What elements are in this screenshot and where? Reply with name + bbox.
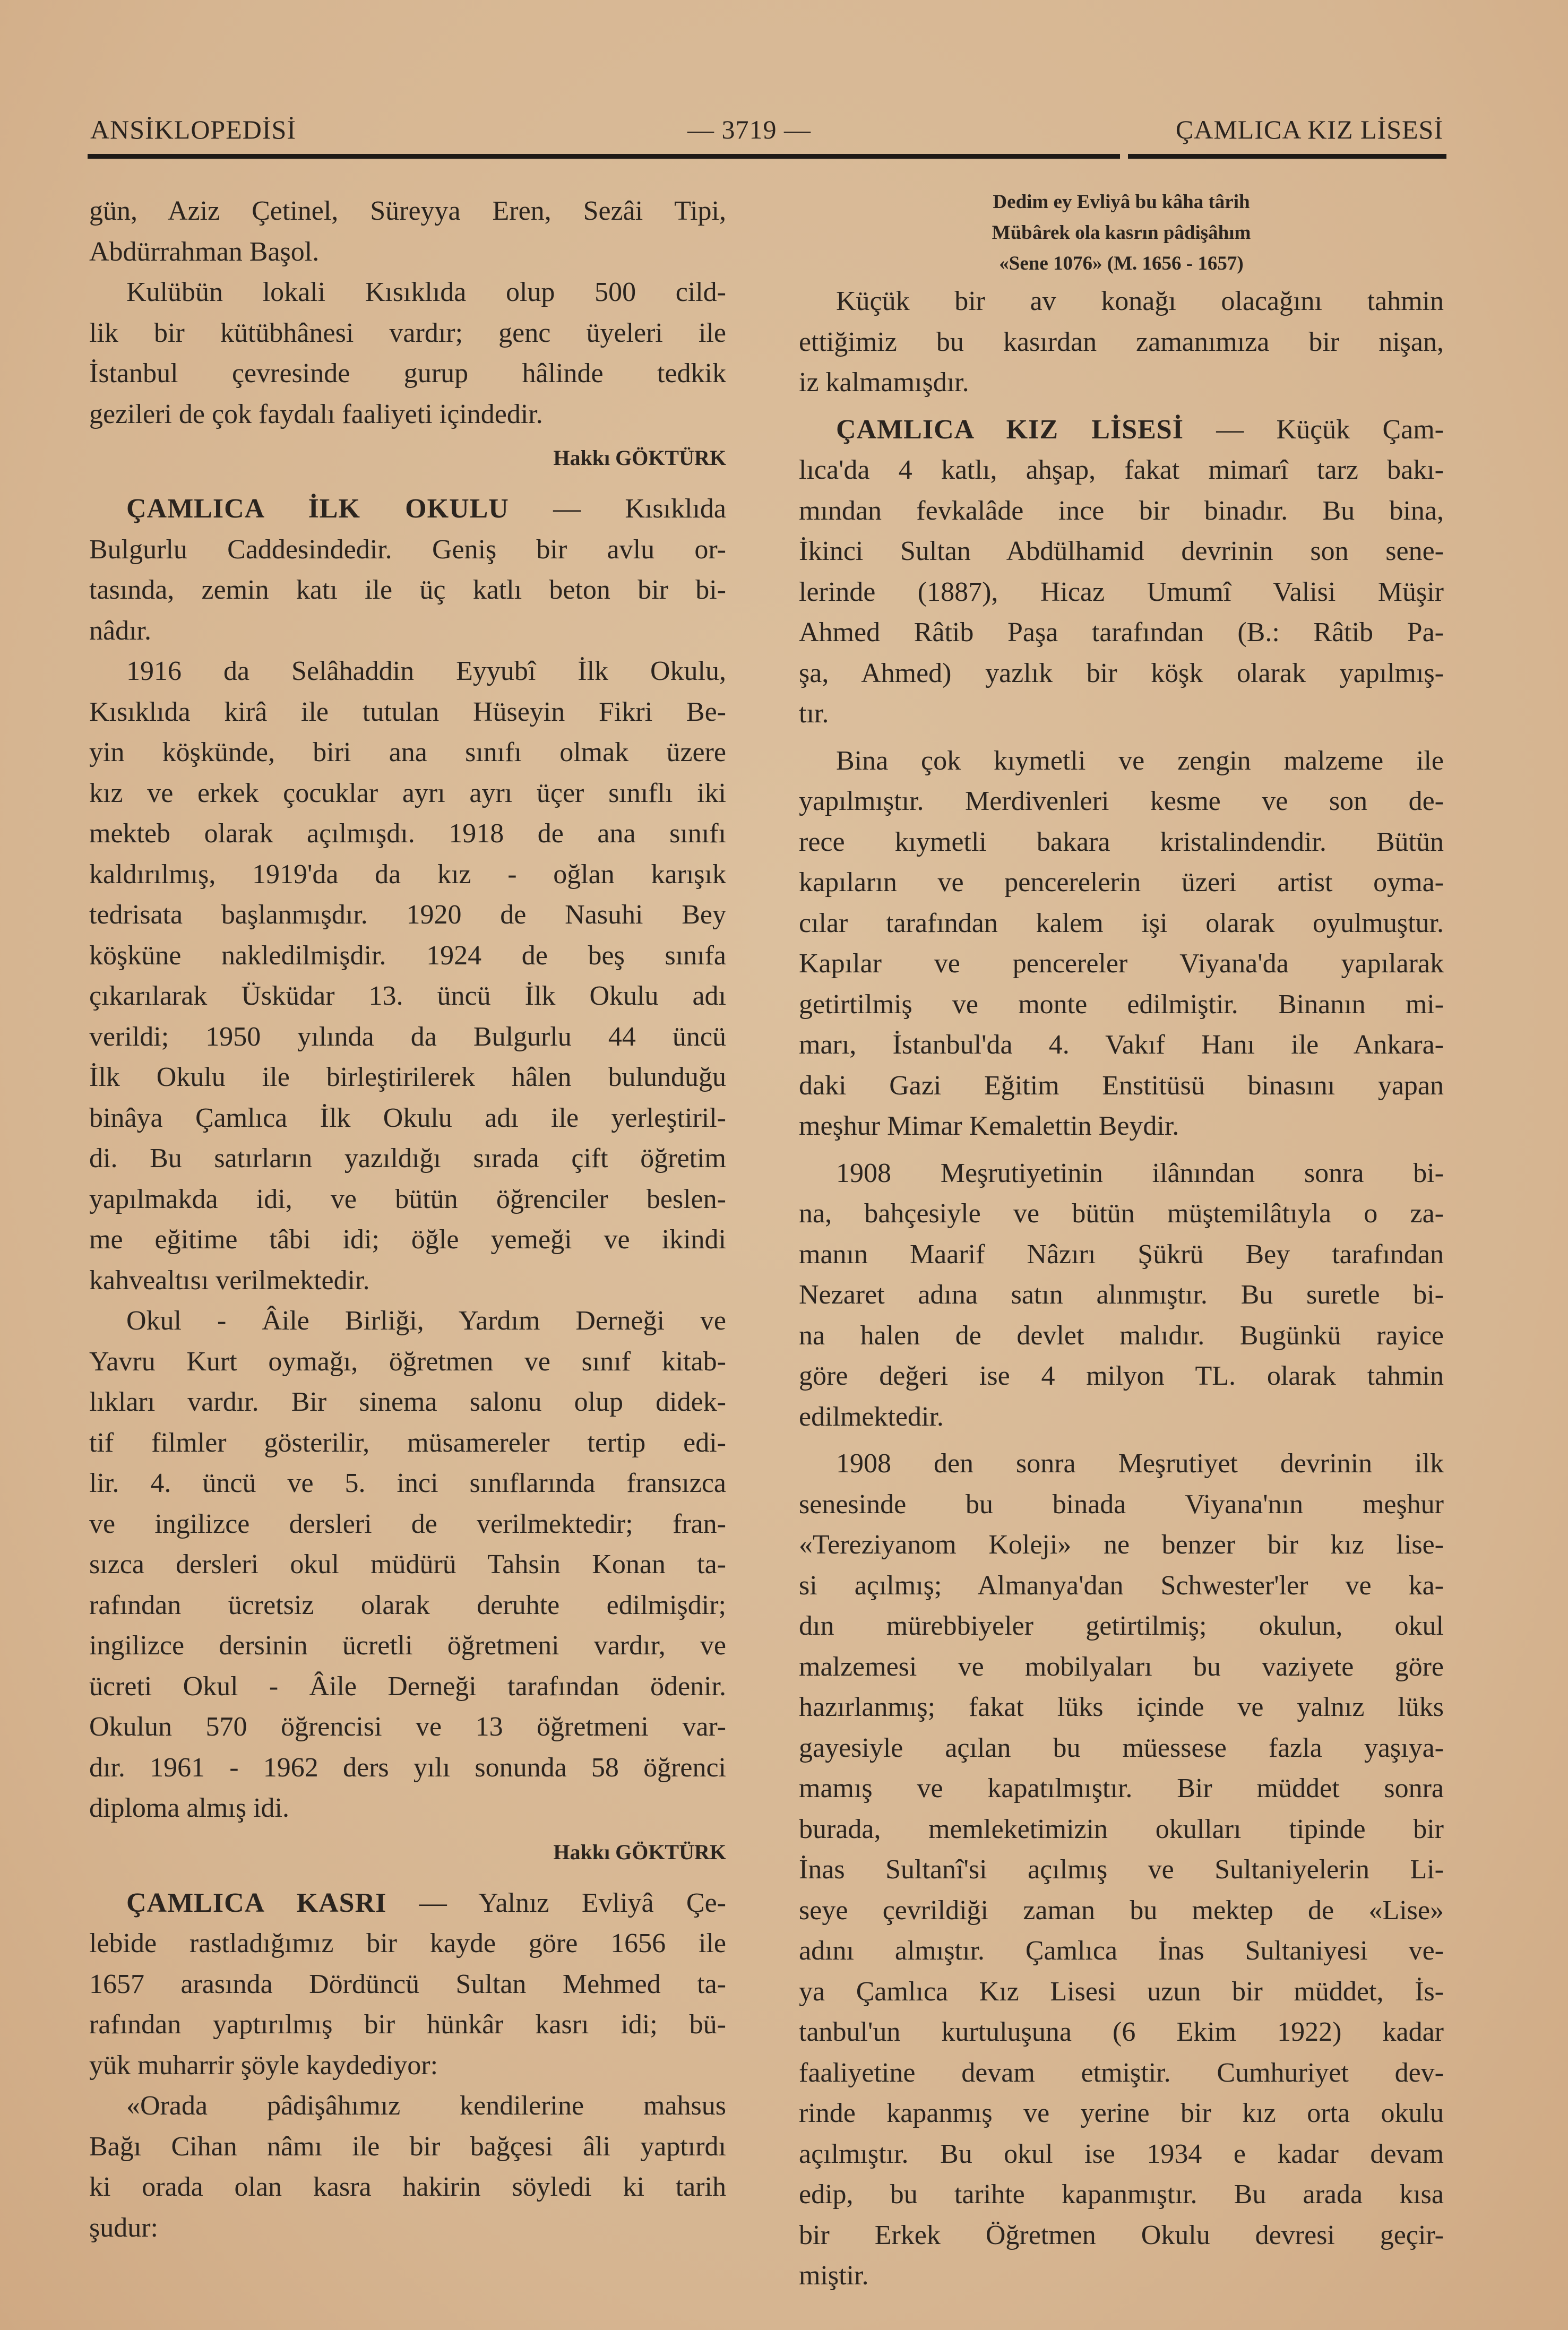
- text-line: yük muharrir şöyle kaydediyor:: [89, 2050, 438, 2081]
- text-line: «Sene 1076» (M. 1656 - 1657): [999, 253, 1244, 274]
- author-signature: Hakkı GÖKTÜRK: [553, 446, 726, 470]
- entry-heading: ÇAMLICA KIZ LİSESİ: [836, 414, 1184, 445]
- text-line: Bağı Cihan nâmı ile bir bağçesi âli yaptırdı: [89, 2131, 726, 2162]
- paragraph: [799, 1444, 1444, 2297]
- page-number: — 3719 —: [687, 115, 811, 144]
- text-line: meşhur Mimar Kemalettin Beydir.: [799, 1111, 1179, 1141]
- paragraph: [89, 651, 726, 1301]
- text-line: 1916 da Selâhaddin Eyyubî İlk Okulu,: [126, 656, 726, 686]
- text-line: Bina çok kıymetli ve zengin malzeme ile: [836, 745, 1444, 776]
- text-line: binâya Çamlıca İlk Okulu adı ile yerleştiril-: [89, 1102, 726, 1133]
- text-line: manın Maarif Nâzırı Şükrü Bey tarafından: [799, 1239, 1444, 1270]
- text-line: lıca'da 4 katlı, ahşap, fakat mimarî tarz bakı-: [799, 455, 1444, 485]
- text-line: rafından ücretsiz olarak deruhte edilmişdir;: [89, 1590, 726, 1620]
- header-rule: [88, 154, 1120, 159]
- text-line: miştir.: [799, 2260, 869, 2291]
- text-line: daki Gazi Eğitim Enstitüsü binasını yapan: [799, 1070, 1444, 1101]
- text-line: burada, memleketimizin okulları tipinde bir: [799, 1814, 1444, 1844]
- text-line: marı, İstanbul'da 4. Vakıf Hanı ile Ankara-: [799, 1030, 1444, 1060]
- text-line: Okulun 570 öğrencisi ve 13 öğretmeni var-: [89, 1712, 726, 1742]
- text-line: rece kıymetli bakara kristalindendir. Bütün: [799, 826, 1444, 857]
- text-line: Dedim ey Evliyâ bu kâha târih: [993, 191, 1250, 213]
- text-line: açılmıştır. Bu okul ise 1934 e kadar devam: [799, 2138, 1444, 2169]
- text-line: kapıların ve pencerelerin üzeri artist oyma-: [799, 867, 1444, 898]
- text-line: nâdır.: [89, 615, 151, 646]
- text-line: gezileri de çok faydalı faaliyeti içindedir.: [89, 399, 543, 429]
- text-line: «Tereziyanom Koleji» ne benzer bir kız lise-: [799, 1530, 1444, 1560]
- paragraph: [89, 191, 726, 272]
- text-line: Bulgurlu Caddesindedir. Geniş bir avlu or-: [89, 534, 726, 565]
- text-line: tasında, zemin katı ile üç katlı beton bir bi-: [89, 575, 726, 605]
- text-line: göre değeri ise 4 milyon TL. olarak tahmin: [799, 1361, 1444, 1391]
- text-line: kız ve erkek çocuklar ayrı ayrı üçer sınıflı iki: [89, 778, 726, 808]
- text-line: şa, Ahmed) yazlık bir köşk olarak yapılmış-: [799, 658, 1444, 688]
- text-line: na halen de devlet malıdır. Bugünkü rayice: [799, 1320, 1444, 1351]
- text-line: rafından yaptırılmış bir hünkâr kasrı idi; bü-: [89, 2009, 726, 2040]
- entry-heading: ÇAMLICA İLK OKULU: [126, 494, 509, 524]
- paragraph: [799, 741, 1444, 1147]
- text-line: yapılmakda idi, ve bütün öğrenciler beslen-: [89, 1184, 726, 1214]
- text-line: 1908 Meşrutiyetinin ilânından sonra bi-: [836, 1158, 1444, 1188]
- text-line: tır.: [799, 698, 829, 729]
- text-line: 1657 arasında Dördüncü Sultan Mehmed ta-: [89, 1969, 726, 1999]
- text-line: lir. 4. üncü ve 5. inci sınıflarında fransızca: [89, 1468, 726, 1498]
- entry-paragraph: [799, 410, 1444, 735]
- text-line: me eğitime tâbi idi; öğle yemeği ve ikindi: [89, 1224, 726, 1255]
- text-line: dır. 1961 - 1962 ders yılı sonunda 58 öğrenci: [89, 1752, 726, 1783]
- text-line: şudur:: [89, 2212, 158, 2243]
- text-line: gün, Aziz Çetinel, Süreyya Eren, Sezâi Tipi,: [89, 196, 726, 226]
- text-line: bir Erkek Öğretmen Okulu devresi geçir-: [799, 2220, 1444, 2250]
- text-line: İnas Sultanî'si açılmış ve Sultaniyelerin Li-: [799, 1854, 1444, 1885]
- text-line: seye çevrildiği zaman bu mektep de «Lise»: [799, 1895, 1444, 1926]
- text-line: Küçük bir av konağı olacağını tahmin: [836, 286, 1444, 316]
- text-line: çıkarılarak Üsküdar 13. üncü İlk Okulu adı: [89, 981, 726, 1011]
- paragraph: [89, 272, 726, 435]
- text-line: di. Bu satırların yazıldığı sırada çift öğretim: [89, 1143, 726, 1173]
- text-line: ücreti Okul - Âile Derneği tarafından ödenir.: [89, 1671, 726, 1702]
- text-line: faaliyetine devam etmiştir. Cumhuriyet dev-: [799, 2057, 1444, 2088]
- text-line: Yavru Kurt oymağı, öğretmen ve sınıf kitab-: [89, 1346, 726, 1377]
- text-line: İlk Okulu ile birleştirilerek hâlen bulunduğu: [89, 1062, 726, 1092]
- paragraph: [799, 1153, 1444, 1438]
- text-line: lıkları vardır. Bir sinema salonu olup didek-: [89, 1387, 726, 1417]
- text-line: mekteb olarak açılmışdı. 1918 de ana sınıfı: [89, 818, 726, 849]
- verse-quote: [799, 187, 1444, 279]
- text-line: Nezaret adına satın alınmıştır. Bu suretle bi-: [799, 1280, 1444, 1310]
- text-line: tanbul'un kurtuluşuna (6 Ekim 1922) kadar: [799, 2017, 1444, 2047]
- text-line: Ahmed Râtib Paşa tarafından (B.: Râtib Pa-: [799, 617, 1444, 648]
- text-line: Kapılar ve pencereler Viyana'da yapılarak: [799, 948, 1444, 979]
- text-line: lebide rastladığımız bir kayde göre 1656 ile: [89, 1928, 726, 1958]
- right-column: [799, 191, 1444, 2297]
- text-line: mamış ve kapatılmıştır. Bir müddet sonra: [799, 1773, 1444, 1803]
- text-line: si açılmış; Almanya'dan Schwester'ler ve ka-: [799, 1570, 1444, 1601]
- text-line: Kulübün lokali Kısıklıda olup 500 cild-: [126, 277, 726, 307]
- text-line: lik bir kütübhânesi vardır; genc üyeleri ile: [89, 317, 726, 348]
- paragraph: [89, 2086, 726, 2248]
- text-line: ki orada olan kasra hakirin söyledi ki tarih: [89, 2172, 726, 2202]
- text-line: cılar tarafından kalem işi olarak oyulmuştur.: [799, 908, 1444, 938]
- text-line: malzemesi ve mobilyaları bu vaziyete göre: [799, 1651, 1444, 1682]
- text-line: hazırlanmış; fakat lüks içinde ve yalnız lüks: [799, 1692, 1444, 1722]
- text-line: iz kalmamışdır.: [799, 367, 969, 398]
- text-line: yin köşkünde, biri ana sınıfı olmak üzere: [89, 737, 726, 767]
- text-line: ettiğimiz bu kasırdan zamanımıza bir nişan,: [799, 326, 1444, 357]
- text-line: senesinde bu binada Viyana'nın meşhur: [799, 1489, 1444, 1520]
- text-line: diploma almış idi.: [89, 1793, 289, 1823]
- text-line: lerinde (1887), Hicaz Umumî Valisi Müşir: [799, 576, 1444, 607]
- text-line: adını almıştır. Çamlıca İnas Sultaniyesi ve-: [799, 1936, 1444, 1966]
- text-line: kahvealtısı verilmektedir.: [89, 1265, 370, 1296]
- text-line: gayesiyle açılan bu müessese fazla yaşıya-: [799, 1732, 1444, 1763]
- text-line: 1908 den sonra Meşrutiyet devrinin ilk: [836, 1448, 1444, 1479]
- text-line: edilmektedir.: [799, 1401, 944, 1432]
- text-line: ÇAMLICA KIZ LİSESİ — Küçük Çam-: [836, 414, 1444, 445]
- paragraph: [799, 281, 1444, 403]
- text-line: Kısıklıda kirâ ile tutulan Hüseyin Fikri Be-: [89, 696, 726, 727]
- text-line: mından fevkalâde ince bir binadır. Bu bina,: [799, 495, 1444, 526]
- text-line: ya Çamlıca Kız Lisesi uzun bir müddet, İs-: [799, 1976, 1444, 2007]
- text-line: ve ingilizce dersleri de verilmektedir; fran-: [89, 1508, 726, 1539]
- text-line: rinde kapanmış ve yerine bir kız orta okulu: [799, 2098, 1444, 2128]
- text-line: dın mürebbiyeler getirtilmiş; okulun, okul: [799, 1611, 1444, 1641]
- text-line: kaldırılmış, 1919'da da kız - oğlan karışık: [89, 859, 726, 890]
- text-line: getirtilmiş ve monte edilmiştir. Binanın mi-: [799, 989, 1444, 1020]
- text-line: edip, bu tarihte kapanmıştır. Bu arada kısa: [799, 2179, 1444, 2210]
- entry-paragraph: [89, 1883, 726, 2086]
- text-line: ingilizce dersinin ücretli öğretmeni vardır, ve: [89, 1630, 726, 1661]
- text-line: İstanbul çevresinde gurup hâlinde tedkik: [89, 358, 726, 389]
- running-header-right: ÇAMLICA KIZ LİSESİ: [1175, 115, 1443, 144]
- text-line: «Orada pâdişâhımız kendilerine mahsus: [126, 2091, 726, 2121]
- text-line: Okul - Âile Birliği, Yardım Derneği ve: [126, 1306, 726, 1336]
- paragraph: [89, 1301, 726, 1829]
- text-line: Abdürrahman Başol.: [89, 236, 320, 267]
- entry-paragraph: [89, 489, 726, 651]
- text-line: Mübârek ola kasrın pâdişâhım: [992, 222, 1251, 244]
- text-line: ÇAMLICA İLK OKULU — Kısıklıda: [126, 494, 726, 524]
- text-line: köşküne nakledilmişdir. 1924 de beş sınıfa: [89, 940, 726, 971]
- entry-heading: ÇAMLICA KASRI: [126, 1887, 387, 1918]
- text-line: tedrisata başlanmışdır. 1920 de Nasuhi Bey: [89, 900, 726, 930]
- author-signature: Hakkı GÖKTÜRK: [553, 1840, 726, 1864]
- text-line: sızca dersleri okul müdürü Tahsin Konan ta-: [89, 1549, 726, 1580]
- running-header-left: ANSİKLOPEDİSİ: [90, 115, 296, 144]
- text-line: ÇAMLICA KASRI — Yalnız Evliyâ Çe-: [126, 1887, 726, 1918]
- left-column: [89, 191, 726, 2248]
- text-line: verildi; 1950 yılında da Bulgurlu 44 üncü: [89, 1021, 726, 1052]
- text-line: na, bahçesiyle ve bütün müştemilâtıyla o za-: [799, 1198, 1444, 1229]
- text-line: tif filmler gösterilir, müsamereler tertip edi-: [89, 1427, 726, 1458]
- header-rule: [1128, 154, 1446, 159]
- text-line: İkinci Sultan Abdülhamid devrinin son sene-: [799, 536, 1444, 566]
- text-line: yapılmıştır. Merdivenleri kesme ve son de-: [799, 786, 1444, 816]
